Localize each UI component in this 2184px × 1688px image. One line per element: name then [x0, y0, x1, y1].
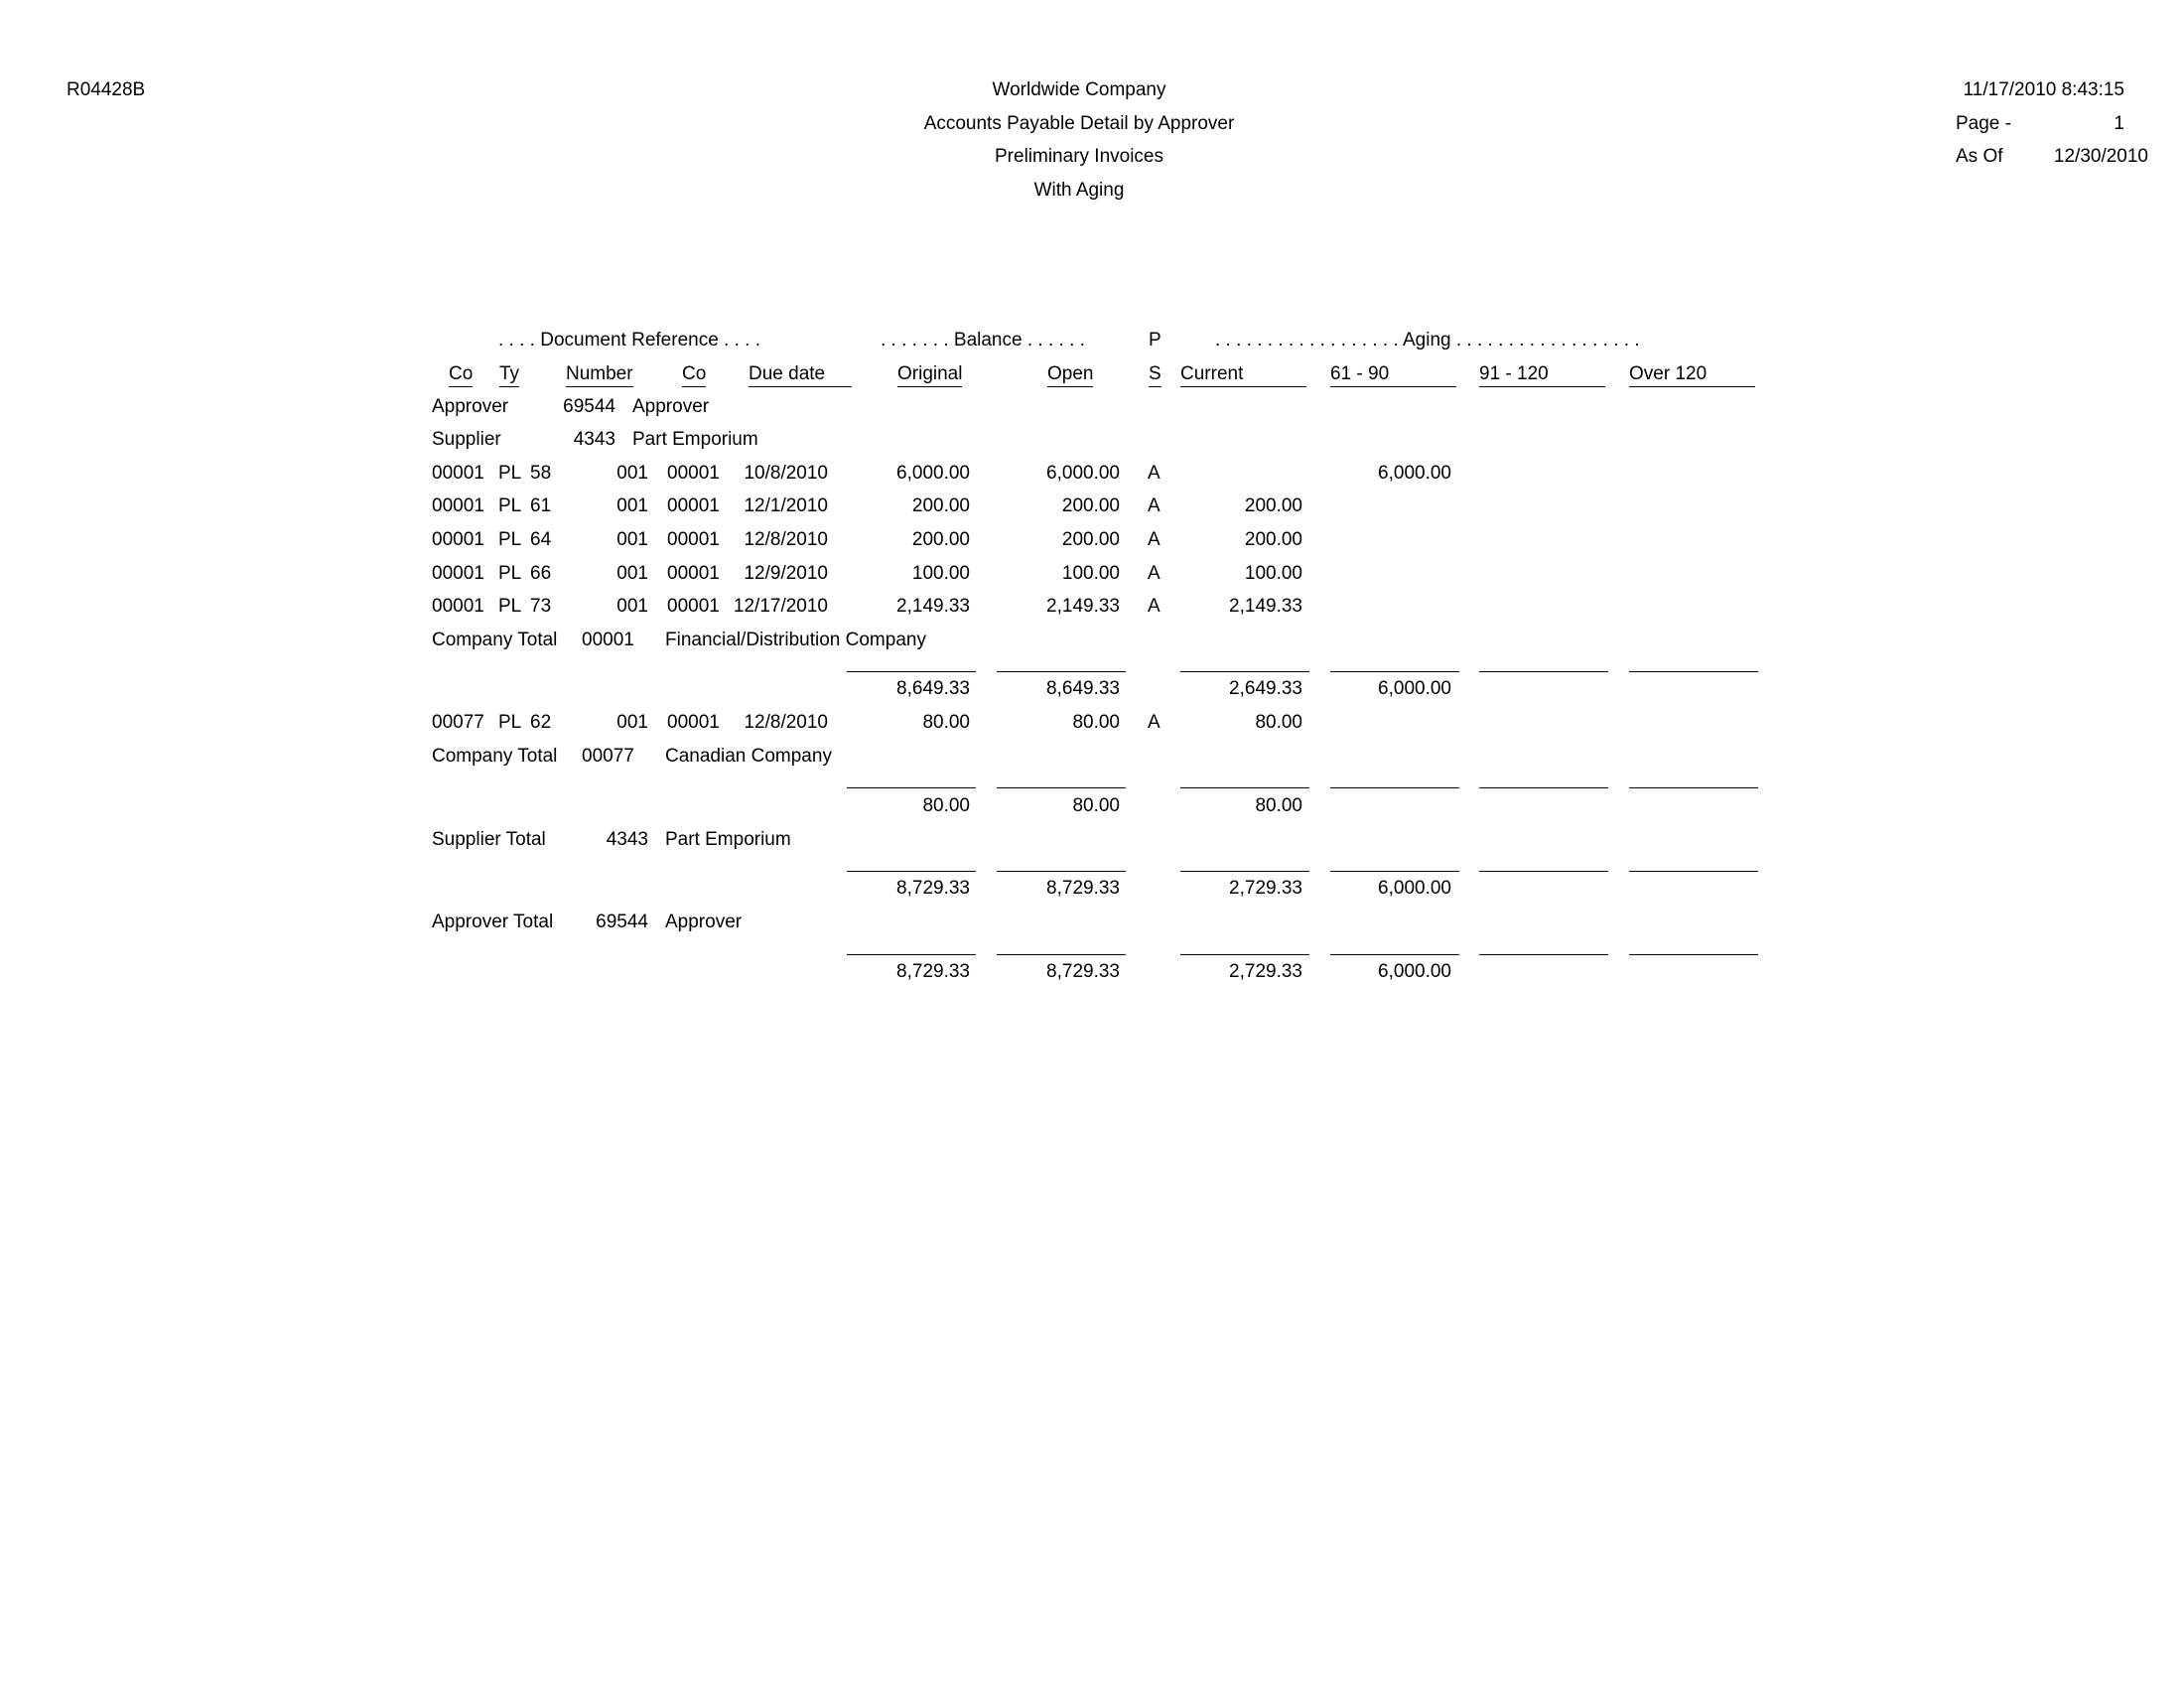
report-subtitle-aging: With Aging [1033, 180, 1125, 201]
row-open: 6,000.00 [1046, 463, 1120, 484]
total-rule [847, 671, 976, 672]
total-rule [1629, 954, 1758, 955]
row-co: 00001 [432, 495, 484, 516]
row-co: 00001 [432, 463, 484, 484]
total-rule [847, 787, 976, 788]
row-current: 200.00 [1244, 495, 1302, 516]
supplier-total-original: 8,729.33 [896, 878, 970, 899]
row-co2: 00001 [667, 596, 720, 617]
row-type: PL [498, 529, 522, 550]
company-total-label: Company Total [432, 630, 558, 650]
total-rule [1479, 671, 1608, 672]
total-rule [997, 954, 1126, 955]
row-co: 00001 [432, 529, 484, 550]
company-total-label: Company Total [432, 746, 558, 767]
supplier-total-code: 4343 [606, 829, 648, 850]
row-pay-status: A [1148, 596, 1160, 617]
approver-total-61-90: 6,000.00 [1378, 961, 1451, 982]
row-current: 100.00 [1244, 563, 1302, 584]
company-total-name: Financial/Distribution Company [665, 630, 926, 650]
row-open: 200.00 [1061, 529, 1120, 550]
company-total-code: 00001 [582, 630, 634, 650]
row-due-date: 10/8/2010 [744, 463, 828, 484]
approver-total-label: Approver Total [432, 912, 554, 932]
supplier-total-name: Part Emporium [665, 829, 791, 850]
row-co: 00077 [432, 712, 484, 733]
supplier-total-label: Supplier Total [432, 829, 546, 850]
total-rule [997, 787, 1126, 788]
total-rule [1629, 871, 1758, 872]
total-rule [1330, 787, 1459, 788]
row-co2: 00001 [667, 463, 720, 484]
total-rule [997, 671, 1126, 672]
supplier-number: 4343 [573, 429, 615, 450]
row-type: PL [498, 495, 522, 516]
row-pay-status: A [1148, 463, 1160, 484]
row-original: 200.00 [911, 495, 970, 516]
row-original: 200.00 [911, 529, 970, 550]
row-due-date: 12/1/2010 [744, 495, 828, 516]
page-number: 1 [2114, 113, 2124, 134]
row-open: 80.00 [1072, 712, 1120, 733]
row-open: 2,149.33 [1046, 596, 1120, 617]
supplier-total-61-90: 6,000.00 [1378, 878, 1451, 899]
supplier-name: Part Emporium [632, 429, 758, 450]
group-document-reference: . . . . Document Reference . . . . [498, 330, 760, 351]
row-due-date: 12/8/2010 [744, 712, 828, 733]
row-open: 200.00 [1061, 495, 1120, 516]
row-type: PL [498, 463, 522, 484]
company-total-current: 80.00 [1255, 795, 1302, 816]
total-rule [847, 954, 976, 955]
row-doc-number: 66 [530, 563, 552, 584]
col-due-date: Due date [749, 363, 852, 387]
row-61-90: 6,000.00 [1378, 463, 1451, 484]
total-rule [1629, 671, 1758, 672]
row-pay-item: 001 [616, 563, 648, 584]
row-doc-number: 58 [530, 463, 552, 484]
company-total-name: Canadian Company [665, 746, 832, 767]
total-rule [997, 871, 1126, 872]
total-rule [1180, 871, 1309, 872]
total-rule [1180, 671, 1309, 672]
row-pay-item: 001 [616, 463, 648, 484]
col-co2: Co [682, 363, 706, 387]
row-co: 00001 [432, 596, 484, 617]
row-pay-status: A [1148, 563, 1160, 584]
row-original: 6,000.00 [896, 463, 970, 484]
row-co2: 00001 [667, 563, 720, 584]
col-original: Original [897, 363, 962, 387]
col-number: Number [566, 363, 633, 387]
total-rule [847, 871, 976, 872]
approver-total-code: 69544 [596, 912, 648, 932]
total-rule [1180, 954, 1309, 955]
row-co: 00001 [432, 563, 484, 584]
row-current: 80.00 [1255, 712, 1302, 733]
approver-total-current: 2,729.33 [1229, 961, 1302, 982]
total-rule [1479, 787, 1608, 788]
approver-label: Approver [432, 396, 509, 417]
supplier-total-current: 2,729.33 [1229, 878, 1302, 899]
company-total-open: 8,649.33 [1046, 678, 1120, 699]
row-type: PL [498, 596, 522, 617]
company-name: Worldwide Company [992, 79, 1166, 100]
row-due-date: 12/9/2010 [744, 563, 828, 584]
report-id: R04428B [67, 79, 146, 100]
approver-number: 69544 [563, 396, 615, 417]
total-rule [1180, 787, 1309, 788]
supplier-label: Supplier [432, 429, 501, 450]
approver-total-open: 8,729.33 [1046, 961, 1120, 982]
row-pay-status: A [1148, 529, 1160, 550]
company-total-code: 00077 [582, 746, 634, 767]
row-type: PL [498, 563, 522, 584]
col-open: Open [1047, 363, 1093, 387]
col-current: Current [1180, 363, 1306, 387]
row-pay-item: 001 [616, 495, 648, 516]
company-total-original: 80.00 [922, 795, 970, 816]
total-rule [1629, 787, 1758, 788]
company-total-original: 8,649.33 [896, 678, 970, 699]
col-ty: Ty [499, 363, 519, 387]
total-rule [1330, 954, 1459, 955]
total-rule [1330, 671, 1459, 672]
group-balance: . . . . . . . Balance . . . . . . [881, 330, 1085, 351]
row-doc-number: 64 [530, 529, 552, 550]
approver-total-original: 8,729.33 [896, 961, 970, 982]
approver-total-name: Approver [665, 912, 743, 932]
as-of-label: As Of [1956, 146, 2003, 167]
page-label: Page - [1956, 113, 2011, 134]
col-91-120: 91 - 120 [1479, 363, 1605, 387]
row-due-date: 12/8/2010 [744, 529, 828, 550]
row-type: PL [498, 712, 522, 733]
col-61-90: 61 - 90 [1330, 363, 1456, 387]
col-ps-bottom: S [1149, 363, 1161, 387]
report-subtitle-preliminary: Preliminary Invoices [995, 146, 1163, 167]
group-aging: . . . . . . . . . . . . . . . . . . Aging . . . . . . . . . . . . . . . . . . [1215, 330, 1640, 351]
row-co2: 00001 [667, 495, 720, 516]
row-doc-number: 62 [530, 712, 552, 733]
approver-name: Approver [632, 396, 710, 417]
col-co: Co [449, 363, 473, 387]
row-pay-status: A [1148, 495, 1160, 516]
row-pay-item: 001 [616, 529, 648, 550]
row-pay-item: 001 [616, 596, 648, 617]
row-co2: 00001 [667, 529, 720, 550]
report-datetime: 11/17/2010 8:43:15 [1963, 79, 2124, 100]
col-over-120: Over 120 [1629, 363, 1755, 387]
company-total-open: 80.00 [1072, 795, 1120, 816]
row-original: 100.00 [911, 563, 970, 584]
row-due-date: 12/17/2010 [733, 596, 828, 617]
row-current: 2,149.33 [1229, 596, 1302, 617]
row-original: 2,149.33 [896, 596, 970, 617]
row-co2: 00001 [667, 712, 720, 733]
supplier-total-open: 8,729.33 [1046, 878, 1120, 899]
row-doc-number: 61 [530, 495, 552, 516]
row-open: 100.00 [1061, 563, 1120, 584]
company-total-current: 2,649.33 [1229, 678, 1302, 699]
row-current: 200.00 [1244, 529, 1302, 550]
report-title: Accounts Payable Detail by Approver [923, 113, 1235, 134]
row-pay-item: 001 [616, 712, 648, 733]
row-pay-status: A [1148, 712, 1160, 733]
total-rule [1479, 871, 1608, 872]
total-rule [1479, 954, 1608, 955]
company-total-61-90: 6,000.00 [1378, 678, 1451, 699]
col-ps-top: P [1149, 330, 1161, 351]
row-original: 80.00 [922, 712, 970, 733]
row-doc-number: 73 [530, 596, 552, 617]
total-rule [1330, 871, 1459, 872]
as-of-date: 12/30/2010 [2053, 146, 2148, 167]
